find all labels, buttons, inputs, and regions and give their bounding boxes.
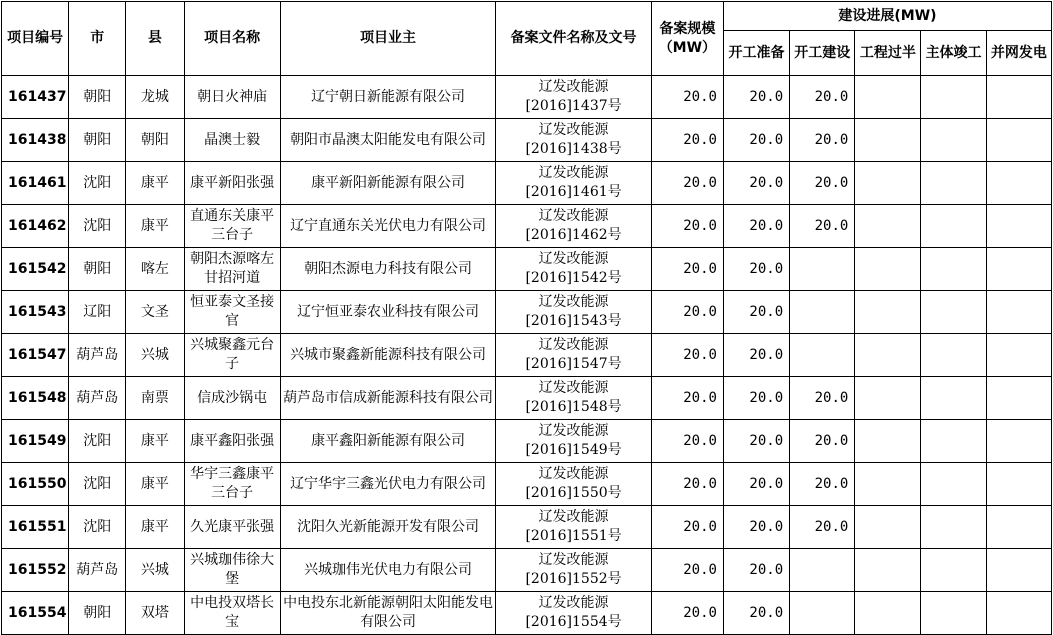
cell-city: 沈阳 [69,506,126,549]
cell-project-id: 161548 [2,377,69,420]
cell-project-id: 161542 [2,248,69,291]
cell-filing-document [496,592,651,635]
cell-progress-halfway [855,420,921,463]
cell-county: 龙城 [126,76,184,119]
cell-progress-halfway [855,549,921,592]
cell-project-name: 康平鑫阳张强 [184,420,280,463]
header-county: 县 [126,2,184,76]
document-number: [2016]1462号 [525,227,622,243]
cell-progress-started [790,592,855,635]
cell-filing-document [496,248,651,291]
cell-project-owner: 兴城珈伟光伏电力有限公司 [280,549,496,592]
cell-progress-grid [986,248,1051,291]
cell-city: 沈阳 [69,162,126,205]
cell-progress-grid [986,377,1051,420]
cell-county: 喀左 [126,248,184,291]
header-progress-halfway: 工程过半 [855,31,921,76]
document-number: [2016]1552号 [525,571,622,587]
table-row [2,119,1052,162]
table-body [2,76,1052,635]
cell-progress-completed [921,162,986,205]
cell-filing-document [496,377,651,420]
cell-progress-started [790,248,855,291]
cell-filing-scale: 20.0 [651,377,723,420]
table-row [2,162,1052,205]
cell-progress-prep: 20.0 [723,76,789,119]
cell-project-owner: 康平新阳新能源有限公司 [280,162,496,205]
cell-progress-halfway [855,506,921,549]
table-row [2,420,1052,463]
cell-progress-prep: 20.0 [723,420,789,463]
cell-city: 朝阳 [69,119,126,162]
cell-progress-started [790,334,855,377]
cell-project-owner: 沈阳久光新能源开发有限公司 [280,506,496,549]
cell-progress-halfway [855,377,921,420]
document-name: 辽发改能源 [538,380,609,396]
cell-city: 葫芦岛 [69,549,126,592]
cell-project-owner: 朝阳杰源电力科技有限公司 [280,248,496,291]
cell-progress-completed [921,463,986,506]
cell-progress-completed [921,291,986,334]
cell-county: 康平 [126,205,184,248]
cell-city: 朝阳 [69,76,126,119]
header-project-id: 项目编号 [2,2,69,76]
cell-project-id: 161461 [2,162,69,205]
cell-progress-started: 20.0 [790,76,855,119]
table-row [2,549,1052,592]
cell-progress-grid [986,592,1051,635]
cell-filing-scale: 20.0 [651,463,723,506]
table-row [2,76,1052,119]
cell-progress-completed [921,76,986,119]
cell-progress-completed [921,334,986,377]
document-number: [2016]1547号 [525,356,622,372]
cell-progress-prep: 20.0 [723,334,789,377]
cell-progress-started: 20.0 [790,205,855,248]
cell-progress-grid [986,549,1051,592]
cell-progress-grid [986,76,1051,119]
cell-project-owner: 辽宁华宇三鑫光伏电力有限公司 [280,463,496,506]
cell-progress-started: 20.0 [790,119,855,162]
cell-progress-halfway [855,334,921,377]
cell-project-owner: 辽宁直通东关光伏电力有限公司 [280,205,496,248]
document-name: 辽发改能源 [538,122,609,138]
cell-progress-started [790,549,855,592]
cell-county: 朝阳 [126,119,184,162]
cell-project-id: 161543 [2,291,69,334]
cell-project-id: 161547 [2,334,69,377]
cell-county: 双塔 [126,592,184,635]
cell-progress-prep: 20.0 [723,549,789,592]
document-number: [2016]1554号 [525,614,622,630]
cell-project-name: 兴城珈伟徐大堡 [184,549,280,592]
document-number: [2016]1551号 [525,528,622,544]
document-number: [2016]1543号 [525,313,622,329]
header-city: 市 [69,2,126,76]
cell-filing-document [496,291,651,334]
cell-filing-document [496,334,651,377]
header-construction-progress: 建设进展(MW) [723,2,1051,31]
cell-city: 葫芦岛 [69,377,126,420]
cell-city: 辽阳 [69,291,126,334]
cell-project-id: 161552 [2,549,69,592]
cell-filing-document [496,506,651,549]
cell-county: 康平 [126,506,184,549]
cell-city: 葫芦岛 [69,334,126,377]
cell-project-owner: 朝阳市晶澳太阳能发电有限公司 [280,119,496,162]
cell-project-id: 161462 [2,205,69,248]
cell-filing-scale: 20.0 [651,76,723,119]
header-progress-prep: 开工准备 [723,31,789,76]
cell-progress-prep: 20.0 [723,162,789,205]
cell-project-id: 161551 [2,506,69,549]
cell-progress-started [790,291,855,334]
cell-project-name: 中电投双塔长宝 [184,592,280,635]
cell-county: 康平 [126,162,184,205]
cell-progress-grid [986,119,1051,162]
cell-filing-scale: 20.0 [651,420,723,463]
cell-filing-scale: 20.0 [651,248,723,291]
cell-project-owner: 中电投东北新能源朝阳太阳能发电有限公司 [280,592,496,635]
cell-progress-halfway [855,248,921,291]
cell-city: 朝阳 [69,592,126,635]
document-name: 辽发改能源 [538,509,609,525]
document-name: 辽发改能源 [538,423,609,439]
cell-progress-started: 20.0 [790,463,855,506]
cell-progress-completed [921,119,986,162]
cell-filing-document [496,76,651,119]
document-number: [2016]1542号 [525,270,622,286]
cell-project-owner: 辽宁恒亚泰农业科技有限公司 [280,291,496,334]
cell-county: 兴城 [126,549,184,592]
cell-project-name: 朝阳杰源喀左甘招河道 [184,248,280,291]
cell-filing-scale: 20.0 [651,549,723,592]
cell-progress-prep: 20.0 [723,463,789,506]
cell-county: 康平 [126,463,184,506]
table-row [2,592,1052,635]
table-row [2,205,1052,248]
cell-county: 兴城 [126,334,184,377]
cell-progress-completed [921,377,986,420]
cell-city: 朝阳 [69,248,126,291]
cell-project-id: 161550 [2,463,69,506]
table-row [2,463,1052,506]
document-number: [2016]1549号 [525,442,622,458]
cell-filing-scale: 20.0 [651,506,723,549]
cell-progress-halfway [855,592,921,635]
document-number: [2016]1550号 [525,485,622,501]
cell-progress-prep: 20.0 [723,592,789,635]
cell-progress-completed [921,592,986,635]
document-name: 辽发改能源 [538,294,609,310]
cell-filing-document [496,420,651,463]
document-name: 辽发改能源 [538,165,609,181]
cell-progress-completed [921,420,986,463]
cell-progress-grid [986,420,1051,463]
cell-progress-prep: 20.0 [723,506,789,549]
cell-progress-grid [986,205,1051,248]
cell-project-name: 兴城聚鑫元台子 [184,334,280,377]
cell-filing-document [496,119,651,162]
cell-progress-completed [921,205,986,248]
cell-project-name: 康平新阳张强 [184,162,280,205]
cell-city: 沈阳 [69,205,126,248]
cell-progress-halfway [855,291,921,334]
document-name: 辽发改能源 [538,79,609,95]
cell-filing-document [496,162,651,205]
cell-filing-document [496,463,651,506]
cell-progress-halfway [855,76,921,119]
cell-project-name: 信成沙锅屯 [184,377,280,420]
cell-project-name: 恒亚泰文圣接官 [184,291,280,334]
cell-progress-started: 20.0 [790,377,855,420]
cell-progress-halfway [855,162,921,205]
cell-project-owner: 葫芦岛市信成新能源科技有限公司 [280,377,496,420]
table-row [2,248,1052,291]
project-table [1,1,1052,635]
cell-progress-started: 20.0 [790,420,855,463]
header-filing-document: 备案文件名称及文号 [496,2,651,76]
cell-project-id: 161549 [2,420,69,463]
document-name: 辽发改能源 [538,595,609,611]
cell-progress-prep: 20.0 [723,119,789,162]
cell-filing-document [496,549,651,592]
cell-project-id: 161554 [2,592,69,635]
document-number: [2016]1437号 [525,98,622,114]
cell-progress-grid [986,291,1051,334]
cell-filing-scale: 20.0 [651,119,723,162]
document-number: [2016]1461号 [525,184,622,200]
document-name: 辽发改能源 [538,208,609,224]
header-progress-completed: 主体竣工 [921,31,986,76]
cell-progress-completed [921,506,986,549]
cell-project-name: 华宇三鑫康平三台子 [184,463,280,506]
cell-progress-grid [986,162,1051,205]
cell-progress-grid [986,334,1051,377]
header-filing-scale: 备案规模（MW） [651,2,723,76]
cell-city: 沈阳 [69,463,126,506]
cell-project-name: 朝日火神庙 [184,76,280,119]
document-name: 辽发改能源 [538,251,609,267]
cell-project-owner: 辽宁朝日新能源有限公司 [280,76,496,119]
table-row [2,291,1052,334]
cell-filing-scale: 20.0 [651,592,723,635]
cell-project-name: 晶澳士毅 [184,119,280,162]
cell-filing-scale: 20.0 [651,334,723,377]
table-row [2,377,1052,420]
cell-progress-started: 20.0 [790,506,855,549]
cell-progress-prep: 20.0 [723,205,789,248]
cell-progress-halfway [855,119,921,162]
cell-project-name: 久光康平张强 [184,506,280,549]
cell-progress-halfway [855,205,921,248]
cell-progress-prep: 20.0 [723,291,789,334]
cell-progress-prep: 20.0 [723,248,789,291]
cell-progress-grid [986,463,1051,506]
cell-filing-scale: 20.0 [651,291,723,334]
table-row [2,506,1052,549]
cell-city: 沈阳 [69,420,126,463]
header-project-name: 项目名称 [184,2,280,76]
cell-progress-prep: 20.0 [723,377,789,420]
header-progress-grid: 并网发电 [986,31,1051,76]
cell-filing-scale: 20.0 [651,205,723,248]
cell-county: 康平 [126,420,184,463]
cell-project-name: 直通东关康平三台子 [184,205,280,248]
header-project-owner: 项目业主 [280,2,496,76]
cell-county: 文圣 [126,291,184,334]
document-number: [2016]1548号 [525,399,622,415]
cell-progress-started: 20.0 [790,162,855,205]
cell-project-id: 161437 [2,76,69,119]
cell-progress-grid [986,506,1051,549]
header-progress-started: 开工建设 [790,31,855,76]
cell-progress-completed [921,248,986,291]
cell-project-owner: 康平鑫阳新能源有限公司 [280,420,496,463]
cell-project-id: 161438 [2,119,69,162]
cell-filing-scale: 20.0 [651,162,723,205]
document-number: [2016]1438号 [525,141,622,157]
document-name: 辽发改能源 [538,552,609,568]
document-name: 辽发改能源 [538,337,609,353]
cell-county: 南票 [126,377,184,420]
cell-progress-halfway [855,463,921,506]
document-name: 辽发改能源 [538,466,609,482]
cell-progress-completed [921,549,986,592]
table-row [2,334,1052,377]
cell-filing-document [496,205,651,248]
cell-project-owner: 兴城市聚鑫新能源科技有限公司 [280,334,496,377]
